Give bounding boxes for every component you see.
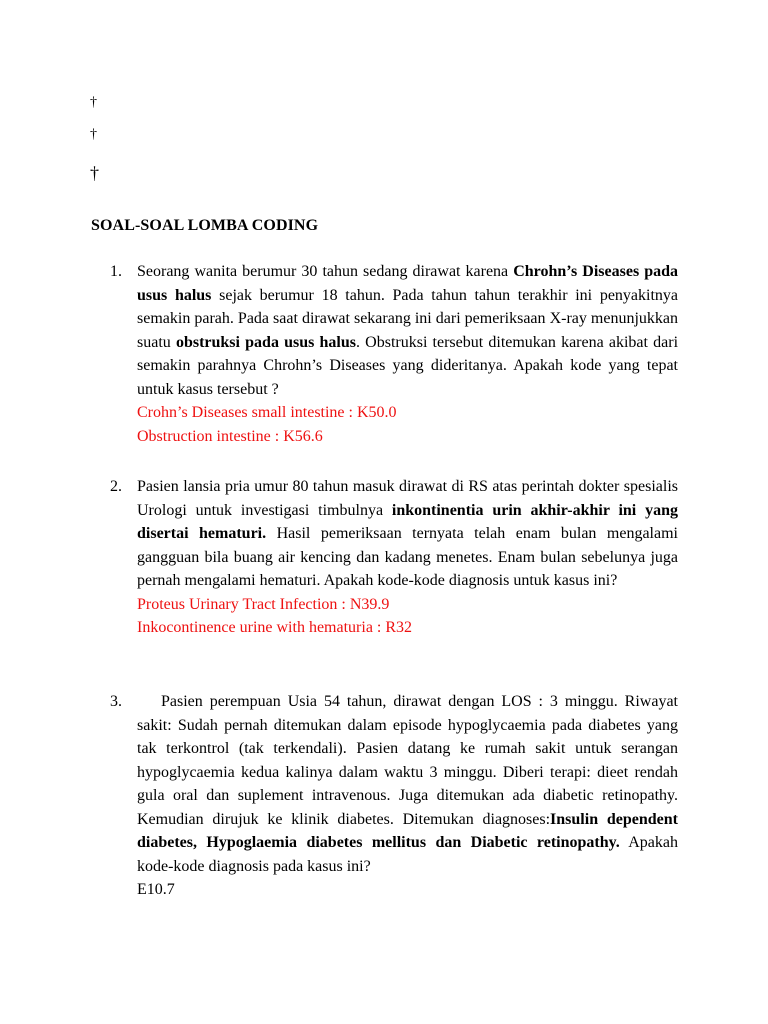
answer-code: Crohn’s Diseases small intestine : K50.0: [137, 404, 397, 421]
question-text: [137, 475, 678, 593]
question-text-emphasis: Chrohn’s Diseases pada usus halus: [137, 263, 679, 304]
question-text-segment: Apakah kode-kode diagnosis pada kasus ini?: [137, 834, 678, 875]
answer-code: Inkocontinence urine with hematuria : R32: [137, 619, 413, 636]
question-text-segment: sejak berumur 18 tahun. Pada tahun tahun terakhir ini penyakitnya semakin parah. Pada saat dirawat sekarang ini dari pemeriksaan X-ray menunjukkan suatu: [137, 286, 679, 351]
question-text-emphasis: inkontinentia urin akhir-akhir ini yang disertai hematuri.: [137, 501, 678, 542]
answer-code: E10.7: [137, 881, 175, 898]
question-text-segment: Hasil pemeriksaan ternyata telah enam bulan mengalami gangguan bila buang air kencing dan kadang menetes. Enam bulan sebelunya juga pernah mengalami hematuri. Apakah kode-kode diagnosis untuk kasus ini?: [137, 525, 678, 589]
dagger-marker: †: [90, 127, 97, 142]
question-text: [137, 260, 678, 401]
question-3: [110, 690, 678, 902]
question-number: 2.: [110, 478, 122, 495]
question-text-segment: Pasien perempuan Usia 54 tahun, dirawat dengan LOS : 3 minggu. Riwayat sakit: Sudah pernah ditemukan dalam episode hypoglycaemia pada diabetes yang tak terkontrol (tak terkendali). Pasien datang ke rumah sakit untuk serangan hypoglycaemia kedua kalinya dalam waktu 3 minggu. Diberi terapi: dieet rendah gula oral dan suplement intravenous. Juga ditemukan ada diabetic retinopathy. Kemudian dirujuk ke klinik diabetes. Ditemukan diagnoses:: [137, 693, 678, 828]
answer-code: Proteus Urinary Tract Infection : N39.9: [137, 595, 390, 613]
question-1: [110, 260, 678, 448]
dagger-marker: †: [90, 163, 99, 183]
document-title: SOAL-SOAL LOMBA CODING: [91, 217, 319, 234]
question-text: [137, 690, 678, 878]
question-number: 1.: [110, 263, 122, 280]
question-2: [110, 475, 678, 640]
question-text-segment: . Obstruksi tersebut ditemukan karena akibat dari semakin parahnya Chrohn’s Diseases yang dideritanya. Apakah kode yang tepat untuk kasus tersebut ?: [137, 333, 679, 398]
dagger-marker: †: [90, 95, 97, 110]
question-text-emphasis: obstruksi pada usus halus: [175, 333, 356, 351]
question-text-segment: Seorang wanita berumur 30 tahun sedang dirawat karena: [137, 263, 514, 280]
answer-code: Obstruction intestine : K56.6: [137, 427, 323, 445]
question-number: 3.: [110, 693, 122, 710]
question-text-segment: Pasien lansia pria umur 80 tahun masuk dirawat di RS atas perintah dokter spesialis Urologi untuk investigasi timbulnya: [137, 478, 678, 519]
question-text-emphasis: Insulin dependent diabetes, Hypoglaemia diabetes mellitus dan Diabetic retinopathy.: [137, 810, 678, 851]
